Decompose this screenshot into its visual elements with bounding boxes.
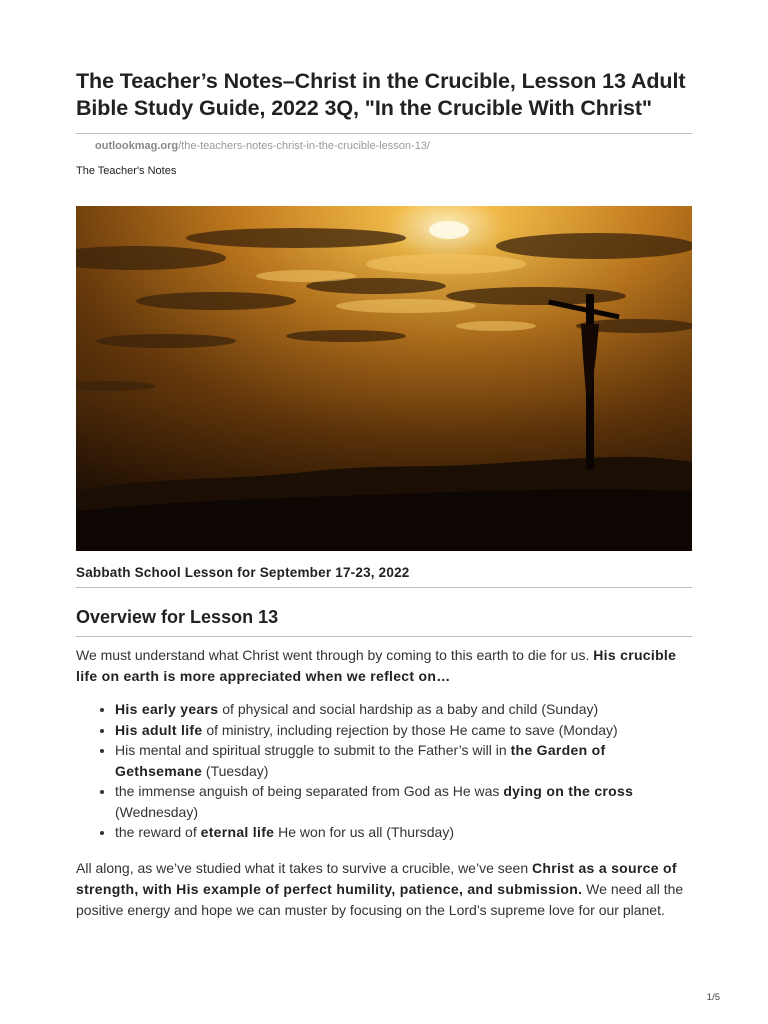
list-item: [115, 781, 692, 822]
intro-text: We must understand what Christ went through by coming to this earth to die for us.: [76, 647, 594, 663]
intro-paragraph: [76, 645, 692, 687]
page-indicator: 1/5: [706, 992, 720, 1003]
list-item: [115, 720, 692, 741]
category-label: The Teacher's Notes: [76, 165, 177, 177]
title-divider: [76, 133, 692, 134]
section-heading: Overview for Lesson 13: [76, 607, 279, 627]
source-path: /the-teachers-notes-christ-in-the-crucible-lesson-13/: [178, 140, 430, 152]
list-item: [115, 822, 692, 843]
list-item-text: His mental and spiritual struggle to submit to the Father’s will in: [115, 742, 511, 758]
list-item-bold: His early years: [115, 701, 219, 717]
list-item-text: (Tuesday): [202, 762, 269, 779]
intro-bold: His crucible life on earth is more appreciated when we reflect on…: [76, 647, 677, 684]
hero-image: [76, 206, 692, 551]
list-item-text: of physical and social hardship as a baby and child (Sunday): [218, 701, 599, 717]
list-item: [115, 740, 692, 781]
list-item-text: the immense anguish of being separated from God as He was: [115, 783, 504, 799]
closing-text: All along, as we’ve studied what it takes to survive a crucible, we’ve seen: [76, 859, 533, 876]
article: [76, 68, 692, 921]
closing-text: We need all the positive energy and hope we can muster by focusing on the Lord’s supreme love for our planet.: [76, 880, 684, 918]
list-item-text: He won for us all (Thursday): [274, 824, 454, 840]
article-title: The Teacher’s Notes–Christ in the Crucible, Lesson 13 Adult Bible Study Guide, 2022 3Q, "In the Crucible With Christ": [76, 69, 686, 120]
closing-paragraph: [76, 858, 692, 921]
caption-divider: [76, 587, 692, 588]
list-item-bold: dying on the cross: [503, 783, 634, 799]
source-host: outlookmag.org: [95, 140, 179, 152]
lesson-date-caption: Sabbath School Lesson for September 17-23, 2022: [76, 565, 410, 580]
source-url[interactable]: [95, 140, 692, 152]
lesson-days-list: [76, 699, 692, 843]
list-item-bold: the Garden of Gethsemane: [115, 742, 606, 779]
list-item-bold: eternal life: [200, 824, 275, 840]
list-item-bold: His adult life: [115, 721, 203, 738]
list-item-text: (Wednesday): [115, 803, 199, 820]
closing-bold: Christ as a source of strength, with His example of perfect humility, patience, and submission.: [76, 859, 677, 897]
list-item: [115, 699, 692, 720]
section-divider: [76, 636, 692, 637]
list-item-text: of ministry, including rejection by those He came to save (Monday): [202, 721, 618, 738]
list-item-text: the reward of: [115, 824, 201, 840]
